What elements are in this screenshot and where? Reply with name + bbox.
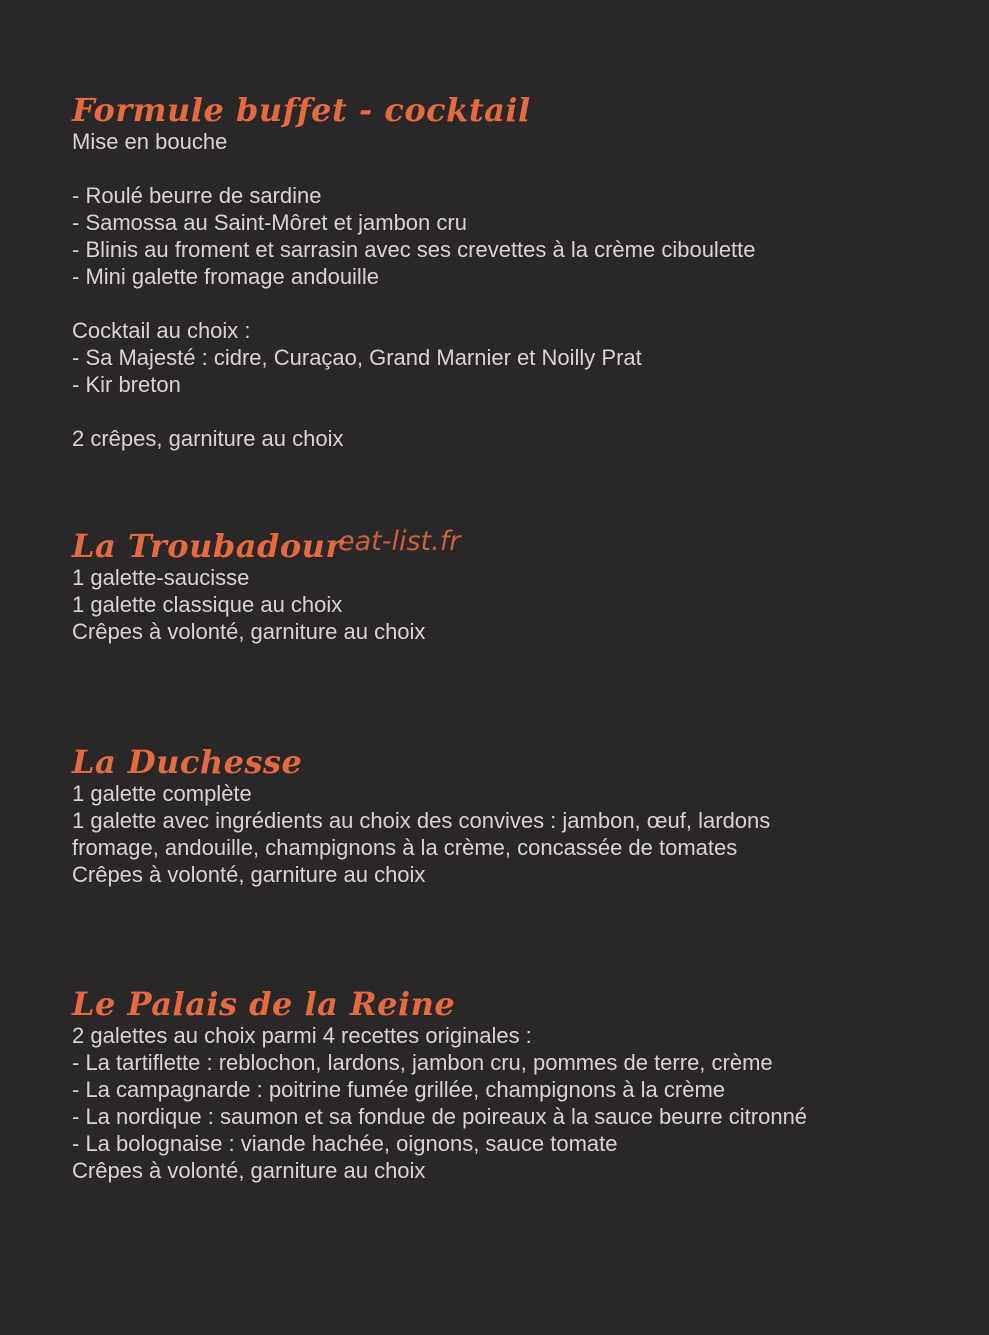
cocktail-heading: Cocktail au choix : [72,318,251,343]
section-formule-buffet [72,92,952,452]
troubadour-line: 1 galette classique au choix [72,592,343,617]
formule-crepes: 2 crêpes, garniture au choix [72,426,344,451]
formule-subtitle: Mise en bouche [72,129,228,154]
spacer [72,290,952,317]
bouchee-item: - Blinis au froment et sarrasin avec ses crevettes à la crème ciboulette [72,237,756,262]
troubadour-line: 1 galette-saucisse [72,565,250,590]
duchesse-line: 1 galette complète [72,781,252,806]
spacer [72,155,952,182]
troubadour-title: La Troubadour [72,527,343,565]
section-palais-de-la-reine [72,986,952,1184]
troubadour-line: Crêpes à volonté, garniture au choix [72,619,426,644]
palais-line: - La nordique : saumon et sa fondue de poireaux à la sauce beurre citronné [72,1104,808,1129]
cocktail-item: - Sa Majesté : cidre, Curaçao, Grand Marnier et Noilly Prat [72,345,642,370]
palais-line: - La tartiflette : reblochon, lardons, jambon cru, pommes de terre, crème [72,1050,773,1075]
section-troubadour [72,528,952,645]
section-duchesse [72,744,952,888]
bouchee-item: - Samossa au Saint-Môret et jambon cru [72,210,467,235]
palais-line: - La campagnarde : poitrine fumée grillée, champignons à la crème [72,1077,726,1102]
duchesse-line: 1 galette avec ingrédients au choix des convives : jambon, œuf, lardons [72,808,771,833]
duchesse-line: Crêpes à volonté, garniture au choix [72,862,426,887]
bouchee-item: - Mini galette fromage andouille [72,264,379,289]
watermark: eat-list.fr [338,526,461,557]
bouchee-item: - Roulé beurre de sardine [72,183,322,208]
palais-line: 2 galettes au choix parmi 4 recettes originales : [72,1023,532,1048]
palais-line: - La bolognaise : viande hachée, oignons, sauce tomate [72,1131,618,1156]
palais-title: Le Palais de la Reine [72,985,456,1023]
cocktail-item: - Kir breton [72,372,181,397]
palais-line: Crêpes à volonté, garniture au choix [72,1158,426,1183]
duchesse-line: fromage, andouille, champignons à la crème, concassée de tomates [72,835,738,860]
duchesse-title: La Duchesse [72,743,303,781]
formule-title: Formule buffet - cocktail [72,91,531,129]
spacer [72,398,952,425]
